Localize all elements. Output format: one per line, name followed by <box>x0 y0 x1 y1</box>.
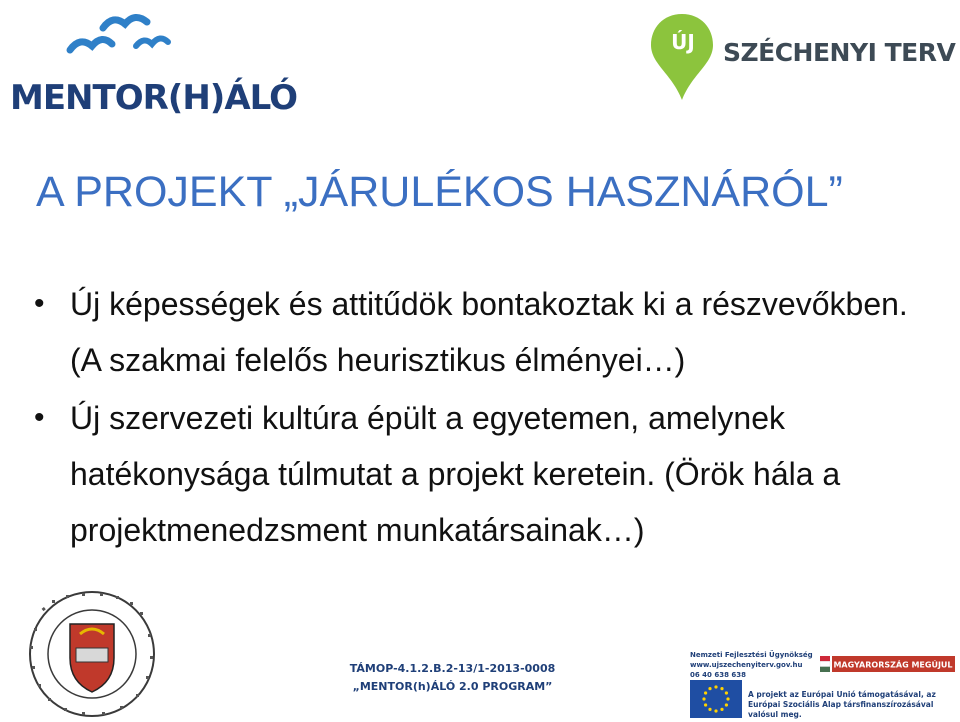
magyarorszag-megujul-text: MAGYARORSZÁG MEGÚJUL <box>833 660 953 670</box>
birds-icon <box>8 8 228 83</box>
bullet-text: Új szervezeti kultúra épült a egyetemen, amelynek hatékonysága túlmutat a projekt keretein. (Örök hála a projektmenedzsment munkatársainak…) <box>70 400 841 548</box>
szechenyi-terv-text: SZÉCHENYI TERV <box>723 38 956 67</box>
bullet-text: Új képességek és attitűdök bontakoztak ki a részvevőkben. (A szakmai felelős heurisztikus élményei…) <box>70 286 908 378</box>
slide-title: A PROJEKT „JÁRULÉKOS HASZNÁRÓL” <box>36 168 843 216</box>
bullet-icon: • <box>34 401 45 434</box>
bullet-icon: • <box>34 287 45 320</box>
location-pin-icon <box>647 12 717 102</box>
tamop-code: TÁMOP-4.1.2.B.2-13/1-2013-0008 <box>349 662 556 675</box>
uj-badge-text: ÚJ <box>671 30 695 54</box>
nfu-website: www.ujszechenyiterv.gov.hu <box>690 661 803 669</box>
nfu-name: Nemzeti Fejlesztési Ügynökség <box>690 651 813 659</box>
university-seal-icon <box>22 588 162 720</box>
mentor-halo-text: MENTOR(H)ÁLÓ <box>10 78 297 118</box>
uj-szechenyi-terv-logo <box>645 10 957 105</box>
nfu-phone: 06 40 638 638 <box>690 671 747 679</box>
bullet-item <box>30 390 930 558</box>
program-name: „MENTOR(h)ÁLÓ 2.0 PROGRAM” <box>352 680 553 693</box>
nfu-contact <box>690 650 813 680</box>
bullet-list <box>30 276 930 560</box>
mentor-halo-logo <box>8 8 297 126</box>
eu-flag-icon <box>690 680 742 718</box>
tamop-program-info <box>345 660 560 696</box>
eu-funding-statement: A projekt az Európai Unió támogatásával, az Európai Szociális Alap társfinanszírozásával valósul meg. <box>748 690 936 719</box>
bullet-item <box>30 276 930 388</box>
magyarorszag-megujul-banner <box>820 656 955 672</box>
